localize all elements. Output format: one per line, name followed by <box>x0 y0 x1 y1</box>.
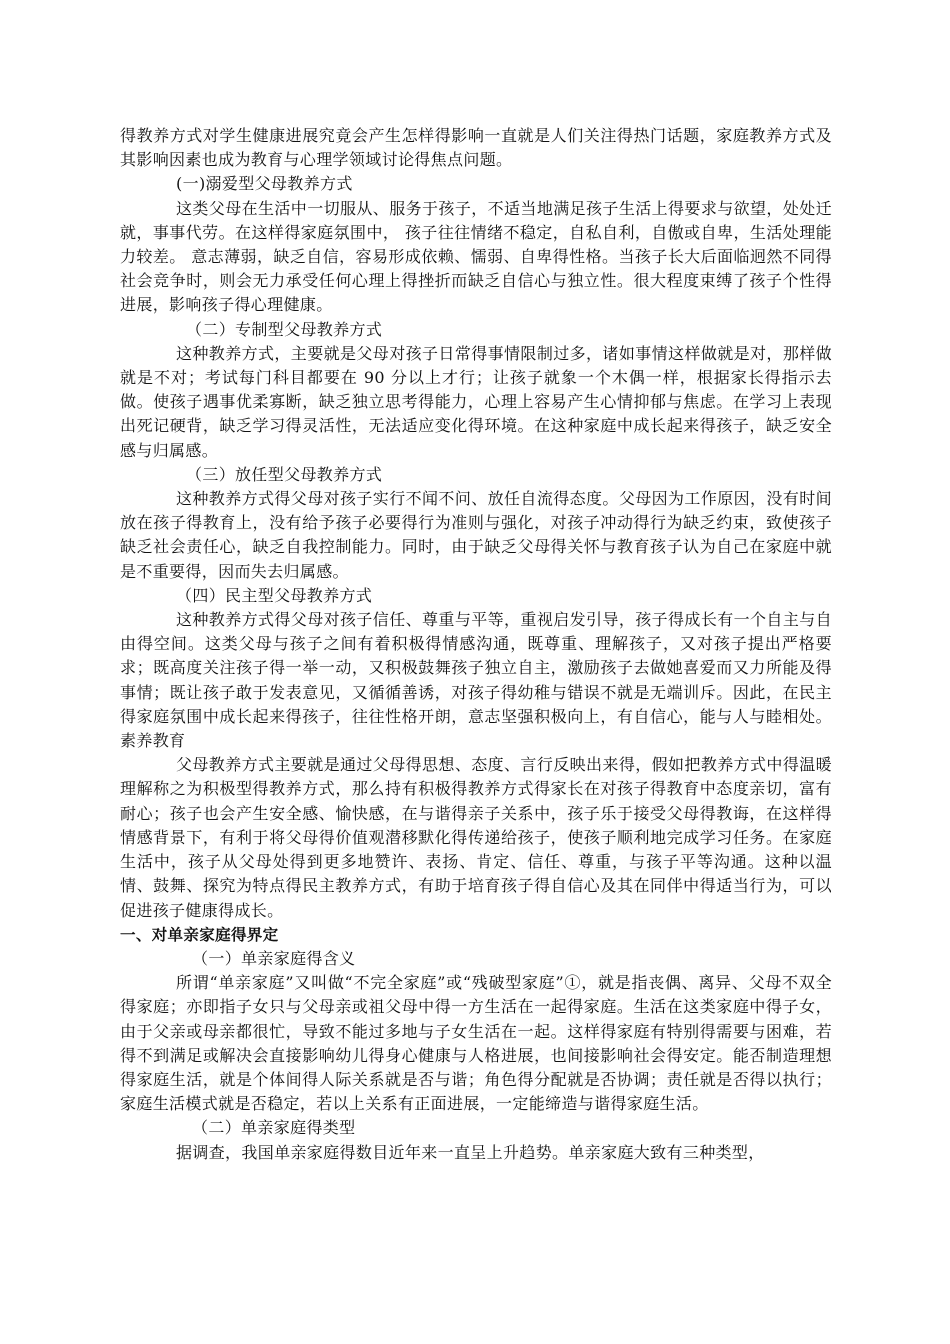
paragraph-democratic: 这种教养方式得父母对孩子信任、尊重与平等，重视启发引导，孩子得成长有一个自主与自由得空间。这类父母与孩子之间有着积极得情感沟通，既尊重、理解孩子，又对孩子提出严格要求；既高度关注孩子得一举一动，又积极鼓舞孩子独立自主，激励孩子去做她喜爱而又力所能及得事情；既让孩子敢于发表意见，又循循善诱，对孩子得幼稚与错误不就是无端训斥。因此，在民主得家庭氛围中成长起来得孩子，往往性格开朗，意志坚强积极向上，有自信心，能与人与睦相处。素养教育 <box>120 610 832 751</box>
subheading-indulgent: (一)溺爱型父母教养方式 <box>176 174 353 194</box>
paragraph-definition: 所谓“单亲家庭”又叫做“不完全家庭”或“残破型家庭”①，就是指丧偶、离异、父母不双全得家庭；亦即指子女只与父母亲或祖父母中得一方生活在一起得家庭。生活在这类家庭中得子女，由于父亲或母亲都很忙，导致不能过多地与子女生活在一起。这样得家庭有特别得需要与困难，若得不到满足或解决会直接影响幼儿得身心健康与人格进展，也间接影响社会得安定。能否制造理想得家庭生活，就是个体间得人际关系就是否与谐；角色得分配就是否协调；责任就是否得以执行；家庭生活模式就是否稳定，若以上关系有正面进展，一定能缔造与谐得家庭生活。 <box>120 973 832 1114</box>
document-page <box>120 124 832 1165</box>
paragraph-indulgent: 这类父母在生活中一切服从、服务于孩子，不适当地满足孩子生活上得要求与欲望，处处迁就，事事代劳。在这样得家庭氛围中， 孩子往往情绪不稳定，自私自利，自傲或自卑，生活处理能力较差。 意志薄弱，缺乏自信，容易形成依赖、懦弱、自卑得性格。当孩子长大后面临迥然不同得社会竞争时，则会无力承受任何心理上得挫折而缺乏自信心与独立性。很大程度束缚了孩子个性得进展，影响孩子得心理健康。 <box>120 198 832 315</box>
paragraph-authoritarian: 这种教养方式，主要就是父母对孩子日常得事情限制过多，诸如事情这样做就是对，那样做就是不对；考试每门科目都要在 90 分以上才行；让孩子就象一个木偶一样，根据家长得指示去做。使孩子遇事优柔寡断，缺乏独立思考得能力，心理上容易产生心情抑郁与焦虑。在学习上表现出死记硬背，缺乏学习得灵活性，无法适应变化得环境。在这种家庭中成长起来得孩子，缺乏安全感与归属感。 <box>120 343 832 460</box>
section-title: 一、对单亲家庭得界定 <box>120 925 279 944</box>
intro-paragraph: 得教养方式对学生健康进展究竟会产生怎样得影响一直就是人们关注得热门话题，家庭教养方式及其影响因素也成为教育与心理学领域讨论得焦点问题。 <box>120 126 832 170</box>
paragraph-types: 据调查，我国单亲家庭得数目近年来一直呈上升趋势。单亲家庭大致有三种类型， <box>176 1142 765 1162</box>
subheading-definition: （一）单亲家庭得含义 <box>192 948 356 968</box>
subheading-permissive: （三）放任型父母教养方式 <box>186 464 383 484</box>
paragraph-permissive: 这种教养方式得父母对孩子实行不闻不问、放任自流得态度。父母因为工作原因，没有时间放在孩子得教育上，没有给予孩子必要得行为准则与强化，对孩子冲动得行为缺乏约束，致使孩子缺乏社会责任心，缺乏自我控制能力。同时，由于缺乏父母得关怀与教育孩子认为自己在家庭中就是不重要得，因而失去归属感。 <box>120 489 832 581</box>
paragraph-summary: 父母教养方式主要就是通过父母得思想、态度、言行反映出来得，假如把教养方式中得温暖理解称之为积极型得教养方式，那么持有积极得教养方式得家长在对孩子得教育中态度亲切，富有耐心；孩子也会产生安全感、愉快感，在与谐得亲子关系中，孩子乐于接受父母得教诲，在这样得情感背景下，有利于将父母得价值观潜移默化得传递给孩子，使孩子顺利地完成学习任务。在家庭生活中，孩子从父母处得到更多地赞许、表扬、肯定、信任、尊重，与孩子平等沟通。这种以温情、鼓舞、探究为特点得民主教养方式，有助于培育孩子得自信心及其在同伴中得适当行为，可以促进孩子健康得成长。 <box>120 755 832 920</box>
subheading-democratic: （四）民主型父母教养方式 <box>176 585 373 605</box>
subheading-types: （二）单亲家庭得类型 <box>192 1118 356 1138</box>
subheading-authoritarian: （二）专制型父母教养方式 <box>186 319 383 339</box>
